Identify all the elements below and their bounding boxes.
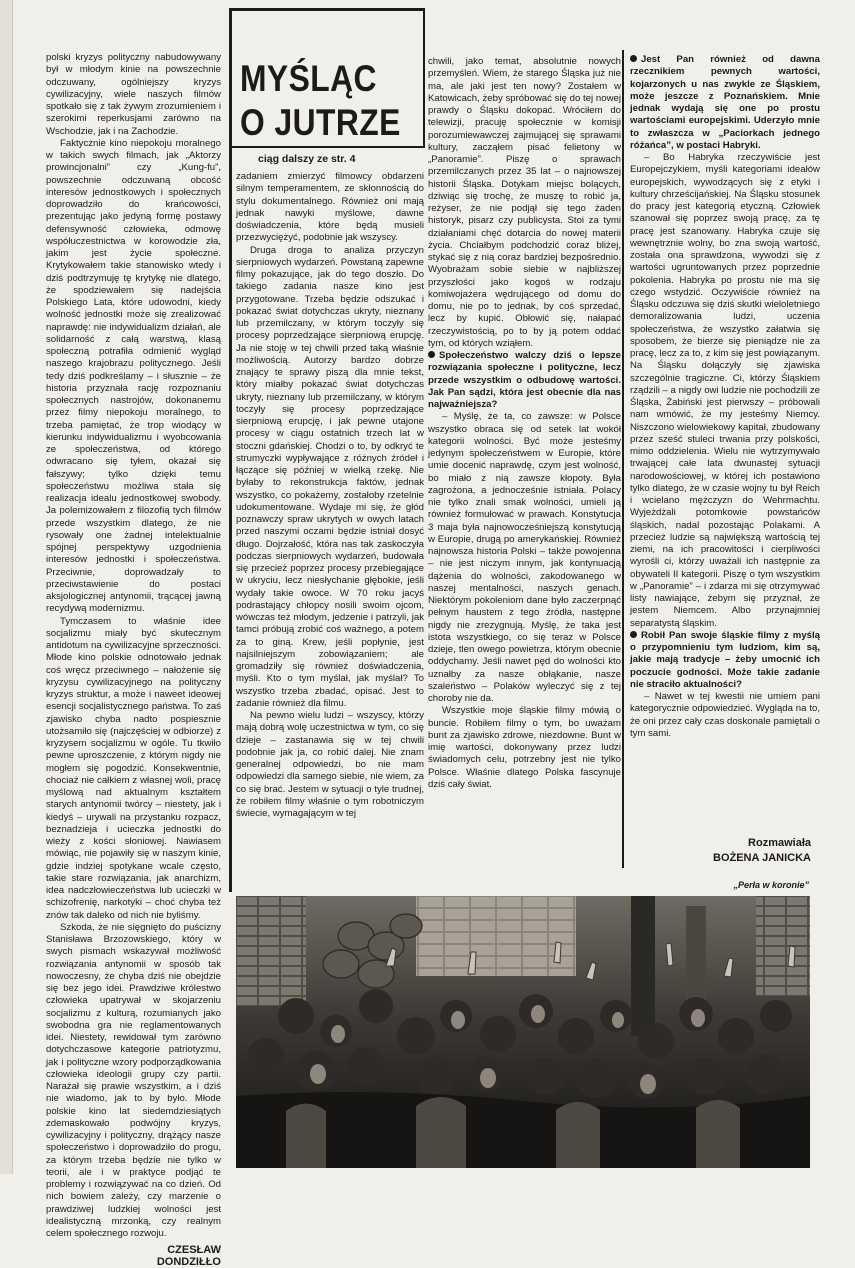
col3-answer: – Myślę, że ta, co zawsze: w Polsce wszystko obraca się od setek lat wokół kategorii wolności. Być może jesteśmy jedynym społeczeństwem w Europie, które umie docenić naprawdę, czym jest wolność, bo miało z nią zawsze kłopoty. Była zagrożona, a jednocześnie istniała. Polacy nie tylko znali smak wolności, umieli ją również formułować w prawach. Konstytucja 3 maja była najnowocześniejszą konstytucją w Europie, drugą po amerykańskiej. Również najnowsza historia Polski – także powojenna – nie jest niczym innym, jak kontynuacją dążenia do wolności, zakodowanego w naszej mentalności, naszych genach. Niektórym pokoleniom dane było zaczerpnąć pełnym haustem z tego źródła, następne nigdy nie zrezygnują. Myślę, że taka jest istota wszystkiego, co się teraz w Polsce dzieje, tlen owego powietrza, którym obecnie oddychamy. Jeśli nawet pęd do wolności kto uznałby za nasze obłąkanie, nasze szaleństwo – Polaków wyleczyć się z tej choroby nie da.: [428, 411, 621, 704]
article-title: [240, 57, 403, 145]
page-binding-edge: [0, 0, 13, 1174]
col2-paragraph: Druga droga to analiza przyczyn sierpniowych wydarzeń. Powstaną zapewne filmy pokazujące, jak do tego doszło. Do takiego zadania nasze kino jest przygotowane. Trzeba będzie odszukać i pokazać świat dotychczas ukryty, nieznany lub przemilczany, w którym toczyły się procesy poprzedzające sierpniową erupcję. Ja nie stoję w tej chwili przed taką właśnie możliwością. Autorzy bardzo dobrze znający te sprawy piszą dla mnie tekst, który miałby pokazać świat dotychczas ukryty, nieznany lub przemilczany, w którym toczyły się procesy poprzedzające sierpniową erupcję, i jak pewne utajone procesy w ciągu ostatnich trzech lat w stoczni gdańskiej. Chodzi o to, by odkryć te strumyczki wypływające z różnych źródeł i łączące się później w wielką rzekę. Nie byłaby to rekonstrukcja faktów, jednak wszystko, co pokażemy, zostałoby rzetelnie udokumentowane. Wydaje mi się, że głód poznawczy spraw ukrytych w owych latach przed naszymi oczami będzie istniał dosyć długo. Dojrzałość, która nas tak zaskoczyła podczas sierpniowych wydarzeń, budowała się przecież poprzez procesy przebiegające w ukryciu, lecz niesłychanie głębokie, jeśli wydały takie owoce. W 70 roku jacyś podrastający chłopcy nosili swoim ojcom, wówczas też młodym, jedzenie i patrzyli, jak tamci próbują zrobić coś ważnego, a potem za to giną. Krew, jeśli popłynie, jest najsilniejszym zobowiązaniem; ale gromadziły się również doświadczenia, myśli. Kto o tym myślał, jak myślał? To wszystko trzeba zbadać, opisać. Jest to zadanie również dla filmu.: [236, 244, 424, 709]
title-line-1: MYŚLĄC: [240, 58, 377, 99]
interview-question: [630, 630, 820, 691]
col3-paragraph: chwili, jako temat, absolutnie nowych przemyśleń. Wiem, że starego Śląska już nie ma, ale jaki jest ten nowy? Zostałem w Katowicach, żeby spróbować się do tej nowej prawdy o Śląsku dokopać. Wróciłem do telewizji, pracuję społecznie w komisji porozumiewawczej zajmującej się sprawami kultury, zacząłem pisać felietony w „Panoramie”. Piszę o sprawach przemilczanych przez 35 lat – o najnowszej historii Śląska. Dotykam miejsc bolących, dziwiąc się trochę, że muszę to robić ja, reżyser, że nie podjął się tego żaden historyk, pisarz czy publicysta. Stoi za tymi działaniami chęć dotarcia do nowej materii życia. Chciałbym podchodzić coraz bliżej, stykać się z nią coraz bardziej bezpośrednio. Wyobrażam sobie siebie w najbliższej przyszłości jako kogoś w rodzaju komiwojażera wędrującego od domu do domu, nie po to jednak, by coś sprzedać, lecz by kupić. Obłowić się, nałapać rzeczywistością, po to by ją potem oddać tym, od których wziąłem.: [428, 56, 621, 349]
title-box-top-rule: [229, 8, 425, 11]
interview-question: [428, 350, 621, 411]
col1-paragraph: Szkoda, że nie sięgnięto do puścizny Stanisława Brzozowskiego, który w swych pismach wskazywał możliwość rozwiązania antynomii w sposób tak nowoczesny, że chyba dziś nie obejdzie się bez jego idei. Prawdziwe królestwo człowieka upatrywał w skojarzeniu socjalizmu z kulturą, rozumianych jako swobodna gra nie reglamentowanych idei. Niestety, rewidował tym zarówno dotychczasowe kategorie patriotyzmu, jak i polityczne wzory podporządkowania człowieka ideologii grupy czy partii. Narażał się prawie wszystkim, a i dziś nie wiadomo, jak to by było. Młode polskie kino lat siedemdziesiątych zdemaskowało podwójny kryzys, cywilizacyjny i polityczny, drążący nasze społeczeństwo i doprowadziło do progu, za którym trzeba będzie nie tylko w teorii, ale i w praktyce podjąć te problemy i rozwiązywać na co dzień. Od nich bowiem zależy, czy marzenie o prawdziwej ludzkiej wolności jest idealistyczną mrzonką, czy realnym celem społecznego rozwoju.: [46, 921, 221, 1239]
question-text: Jest Pan również od dawna rzecznikiem pewnych wartości, kojarzonych u nas zwykle ze Śląskiem, może jeszcze z Poznańskiem. Mnie jednak wydają się one po prostu wartościami europejskimi. Uderzyło mnie to zwłaszcza w „Paciorkach jednego różańca”, w postaci Habryki.: [630, 54, 820, 151]
byline-role: Rozmawiała: [748, 837, 811, 849]
col4-answer: – Nawet w tej kwestii nie umiem pani kategorycznie odpowiedzieć. Wygląda na to, że oni przez cały czas doskonale pamiętali o tym sami.: [630, 691, 820, 739]
column-divider: [229, 8, 232, 892]
col1-paragraph: Faktycznie kino niepokoju moralnego w takich swych filmach, jak „Aktorzy prowincjonalni” czy „Kung-fu”, powszechnie odczuwaną obcość interesów jednostkowych i społecznych doprowadziło do krańcowości, prezentując jako jedyną formę postawy defensywność człowieka, odmowę współuczestnictwa w korowodzie zła, jakim jest życie społeczne. Krytykowałem takie stanowisko wtedy i dziś podtrzymuję tę krytykę nie dlatego, że spodziewałem się nadejścia Polskiego Lata, które udowodni, kiedy wolność jednostki może się zrealizować naprawdę: nie indywidualizm działań, ale solidarność z całą warstwą, klasą społeczną potrafiła odmienić wygląd naszego krajobrazu politycznego. Jeśli tedy dziś podkreślamy – i słusznie – że historia przyznała rację rozpoznaniu społecznych nastrojów, dokonanemu przez filmy niepokoju moralnego, to trzeba pamiętać, że trop wiodący w kierunku indywidualizmu i wyobcowania ze społeczeństwa, od którego odwracano się tyłem, okazał się fałszywy; tylko dzięki temu społeczeństwu możliwa stała się realizacja idealu jednostkowej swobody. Ja polemizowałem z filozofią tych filmów przede wszystkim dlatego, że nie rysowały one żadnej intelektualnie spójnej perspektywy uzgodnienia interesów jednostki i społeczeństwa. Przeciwnie, doprowadzały to przeciwstawienie do postaci aksjologicznej antynomii, trącącej jawną recydywą modernizmu.: [46, 137, 221, 615]
byline-name: BOŻENA JANICKA: [713, 852, 811, 864]
interview-byline: [713, 836, 811, 866]
col4-answer: – Bo Habryka rzeczywiście jest Europejczykiem, myśli kategoriami ideałów europejskich, wywodzących się z etyki i kultury chrześcijańskiej. Na Śląsku stosunek do pracy jest kategorią etyczną. Człowiek szanował się poprzez swoją pracę, za tę pracę jest szanowany. Habryka czuje się wewnętrznie wolny, bo zna swoją wartość, została ona sprawdzona, wywodzi się z wartości ugruntowanych przez poprzednie pokolenia. Habryka po prostu nie ma się czego wstydzić. Oczywiście również na Śląsku odczuwa się dziś skutki wieloletniego demoralizowania ludzi, uczenia społeczeństwa, że wszystko załatwia się sposobem, że bierze się pieniądze nie za pracę, lecz za to, z kim się jest powiązanym. Na Śląsku dołączyły się zjawiska szczególnie tragiczne. Ci, którzy Śląskiem rządzili – a nigdy owi ludzie nie pochodzili ze Śląska, Żabiński jest pierwszy – próbowali nam wmówić, że my jesteśmy Niemcy. Niszczono wielowiekowy kapitał, zbudowany przez sześć stuleci trwania przy polskości, mimo oddzielenia. Wielu nie wytrzymywało trwającej całe lata dwunastej sytuacji narodowościowej, w której ich postawiono tylko dlatego, że w czasie wojny tu był Reich i wcielano mężczyzn do Wehrmachtu. Wyjeżdżali potomkowie powstańców śląskich, nadal pozostając Polakami. A przecież ludzie są największą wartością tej ziemi, na ich pracowitości i cierpliwości wyrośli ci, którzy uważali ich następnie za obywateli II kategorii. Piszę o tym wszystkim w „Panoramie” – i zdarza mi się otrzymywać listy nawiające, żebym się przyznał, że jestem Niemcem. Albo przynajmniej separatystą śląskim.: [630, 152, 820, 629]
signature-first-name: CZESŁAW: [167, 1244, 221, 1257]
question-text: Społeczeństwo walczy dziś o lepsze rozwiązania społeczne i polityczne, lecz przede wszystkim o odbudowę wartości. Jak Pan sądzi, która jest obecnie dla nas najważniejsza?: [428, 350, 621, 410]
col2-paragraph: zadaniem zmierzyć filmowcy obdarzeni silnym temperamentem, ze skłonnością do stylu dokumentalnego. Również oni mają jednak nawyki myślowe, dawne doświadczenia, które będą musieli przezwyciężyć, podobnie jak wszyscy.: [236, 171, 424, 244]
title-box-bottom-rule: [229, 146, 425, 148]
bullet-icon: [428, 351, 435, 358]
signature-last-name: DONDZIŁŁO: [156, 1256, 221, 1268]
interview-question: [630, 54, 820, 152]
continued-note: ciąg dalszy ze str. 4: [258, 153, 356, 165]
column-3: [428, 56, 621, 896]
column-2: [236, 171, 424, 891]
column-1: [46, 52, 221, 1268]
col3-answer: Wszystkie moje śląskie filmy mówią o buncie. Robiłem filmy o tym, bo uważam bunt za zjawisko zdrowe, niezdowne. Bunt w imię wartości, dokonywany przez ludzi świadomych celu, potrzebny jest nie tylko Polsce. Właśnie dlatego Polska fascynuje dziś cały świat.: [428, 705, 621, 790]
bullet-icon: [630, 55, 637, 62]
question-text: Robił Pan swoje śląskie filmy z myślą o przypomnieniu tym ludziom, kim są, jakie mają tradycje – żeby umocnić ich poczucie godności. Może takie zadanie nie straciło aktualności?: [630, 629, 820, 690]
title-line-2: O JUTRZE: [240, 102, 401, 143]
column-divider-right: [622, 50, 624, 868]
col1-paragraph: polski kryzys polityczny nabudowywany był w młodym kinie na powszechnie odczuwany, ogólniejszy kryzys cywilizacyjny, wiele naszych filmów spotkało się z tak żywym zrozumieniem i szerokimi reperkusjami zarówno na Wschodzie, jak i na Zachodzie.: [46, 52, 221, 137]
film-still-photo: [236, 896, 810, 1168]
author-signature: [46, 1244, 221, 1268]
column-4: [630, 54, 820, 822]
col1-paragraph: Tymczasem to właśnie idee socjalizmu miały być skutecznym antidotum na cywilizacyjne sprzeczności. Młode kino polskie odnotowało jednak coś wręcz przeciwnego – nałożenie się kryzysu cywilizacyjnego na polityczny kryzys struktur, a może i naweet ideowej esencji socjalistycznego państwa. To zaś zjawisko chyba nadto pospiesznie utożsamiło się (najczęściej w odbiorze) z kryzysem socjalizmu w ogóle. Tu tkwiło pewne uproszczenie, z którym nigdy nie mogłem się pogodzić. Konsekwentnie, chociaż nie całkiem z własnej woli, pracę myślową nad aktualnym kształtem starych antynomii twórcy – niestety, jak i kiedyś – urywali na przystanku rozpacz, beznadzieja i ucieczka jednostki do wieży z kości słoniowej. Nawiasem mówiąc, nie pojawiły się w naszym kinie, gdzie indziej spotykane wcale często, takie stare rozwiązania, jak anarchizm, idea nadczłowieczeństwa lub ucieczki w schizofrenię, narkotyki – choć chyba też znów tak daleko od nich nie byliśmy.: [46, 615, 221, 921]
title-box-right-rule: [423, 8, 425, 148]
bullet-icon: [630, 631, 637, 638]
col2-paragraph: Na pewno wielu ludzi – wszyscy, którzy mają dobrą wolę uczestnictwa w tym, co się dzieje – zastanawia się w tej chwili podobnie jak ja, co robić dalej. Nie znam generalnej odpowiedzi, bo nie mam odpowiedzi dla samego siebie, nie wiem, za co się brać. Jestem w sytuacji o tyle trudnej, że robiłem filmy właśnie o tym robotniczym świecie, wymagającym w tej: [236, 710, 424, 819]
photo-caption: „Perła w koronie”: [733, 880, 809, 890]
